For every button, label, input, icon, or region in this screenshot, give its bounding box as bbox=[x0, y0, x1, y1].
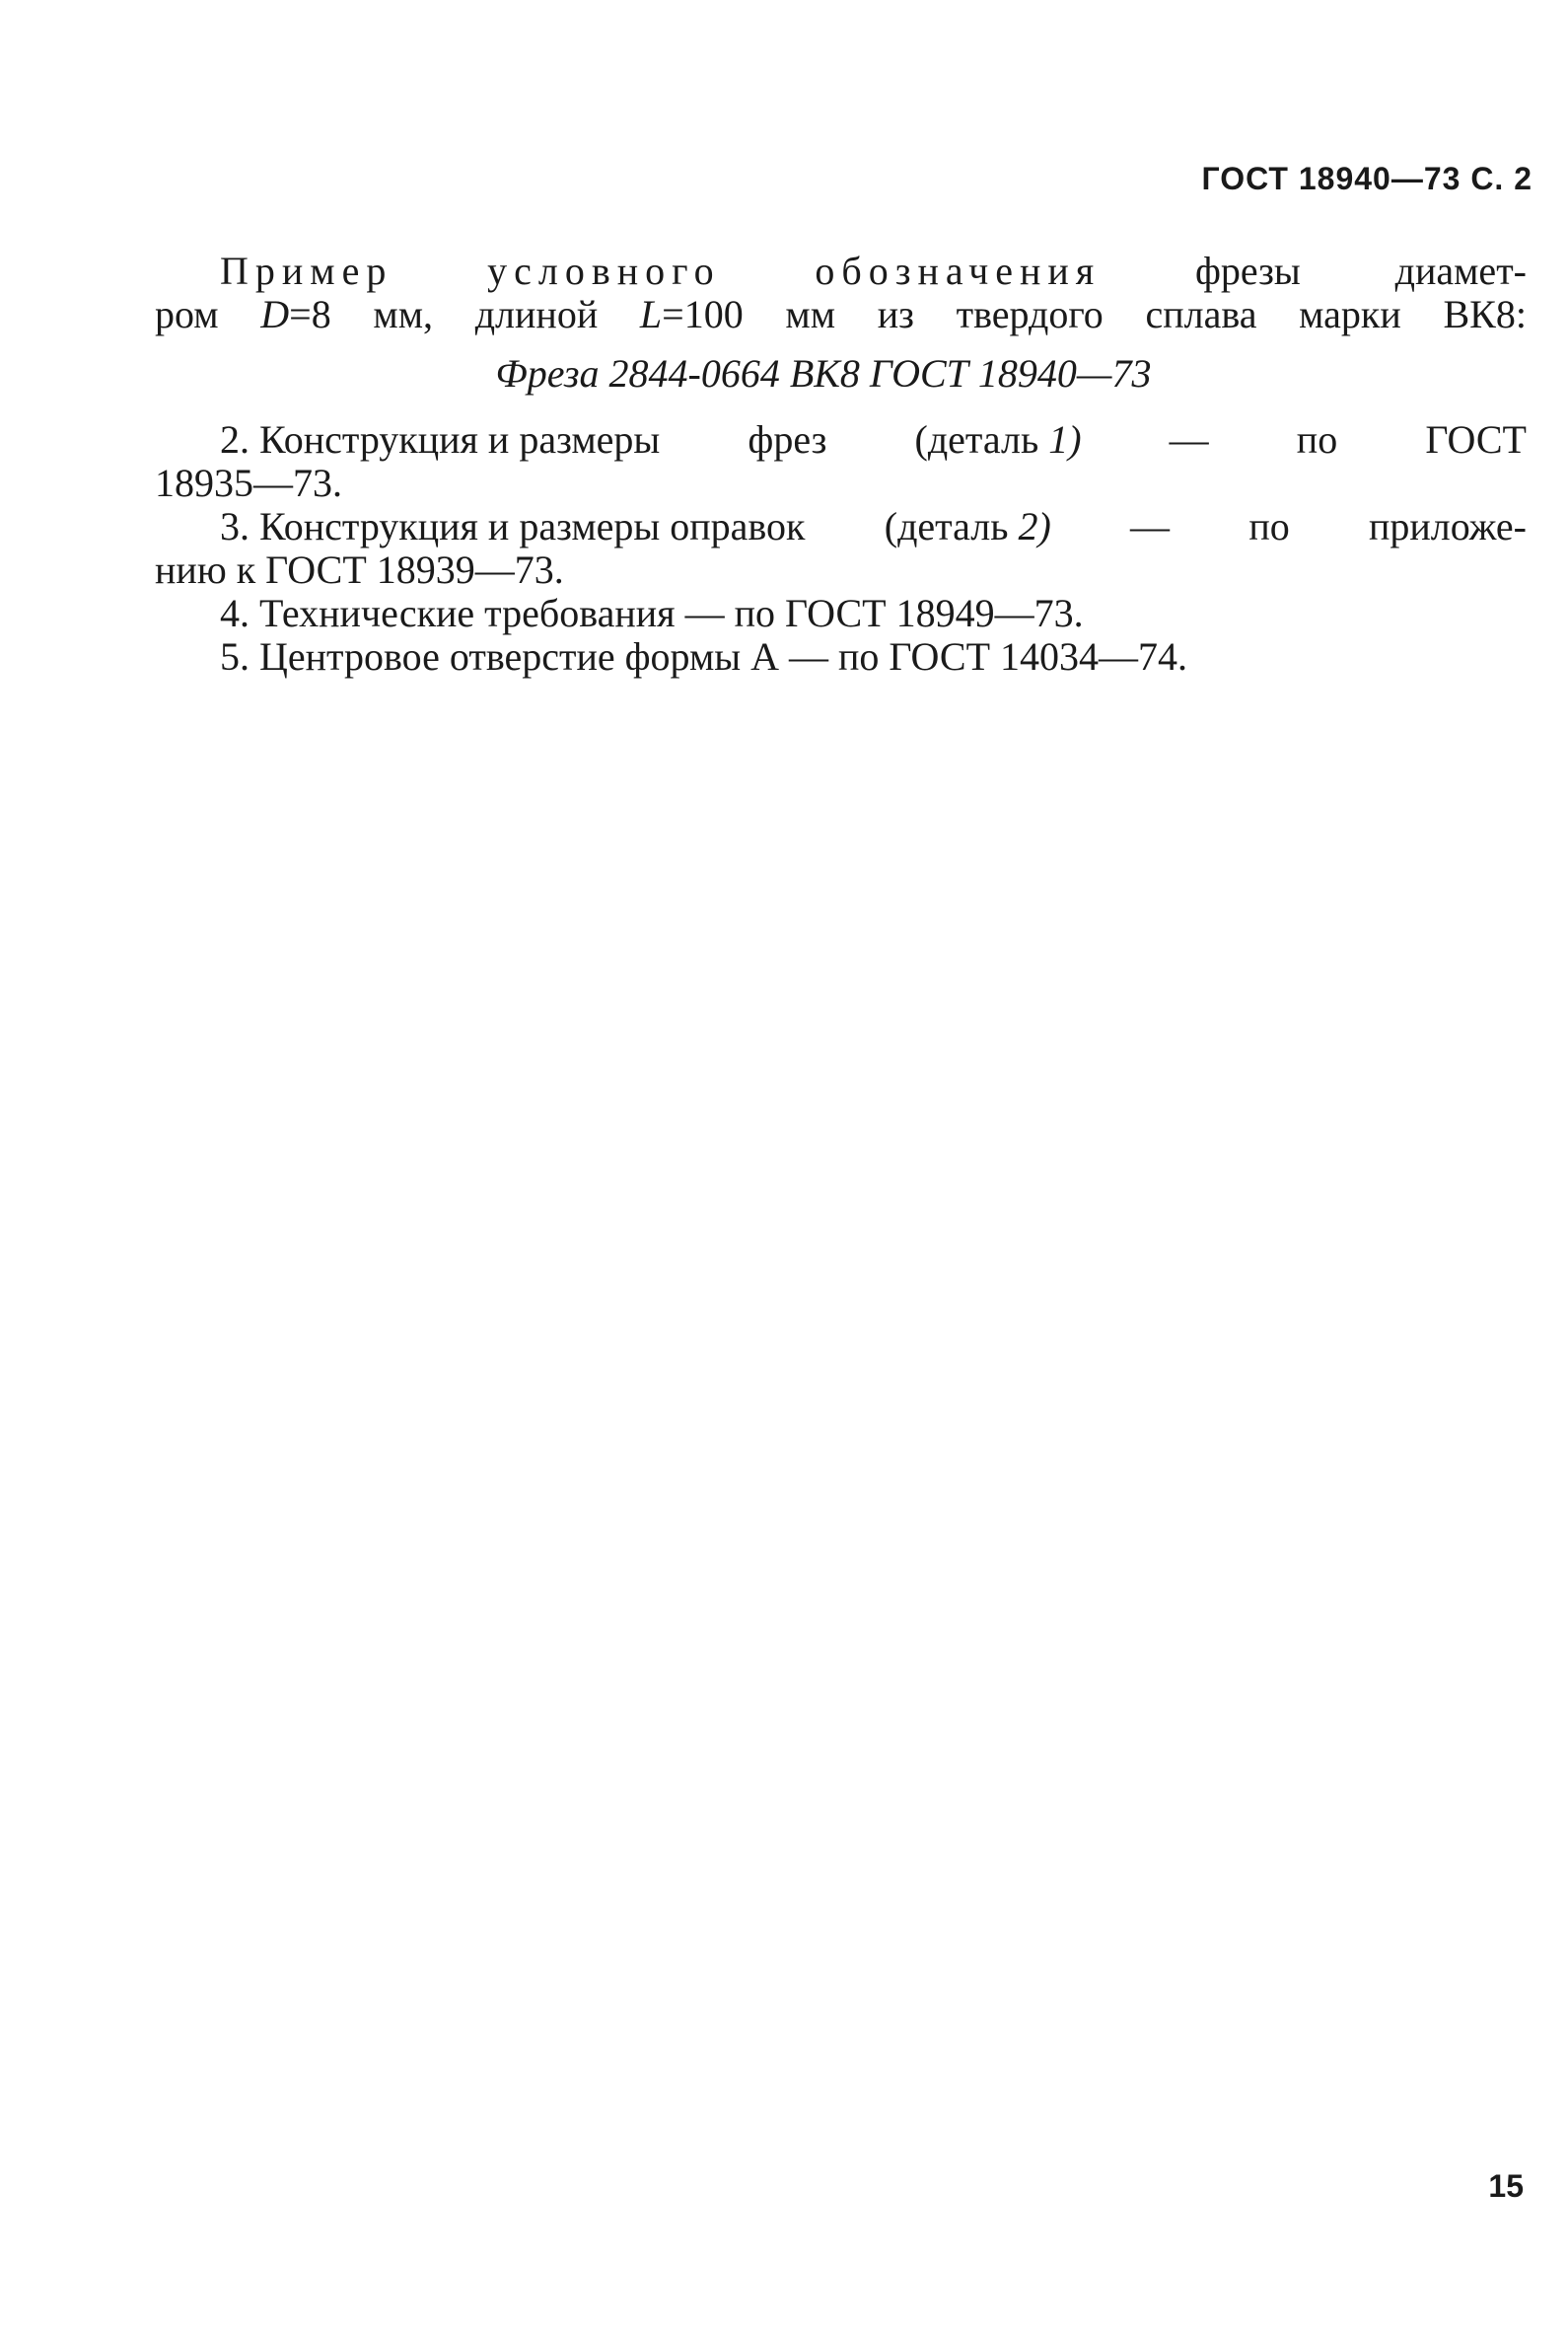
item-2-line-2: 18935—73. bbox=[155, 461, 342, 505]
example-word: мм bbox=[785, 292, 836, 336]
example-word: Пример bbox=[220, 249, 393, 293]
item-text: (деталь 2) bbox=[884, 504, 1051, 548]
item-2-line-1 bbox=[155, 418, 1527, 462]
example-word: твердого bbox=[956, 292, 1104, 336]
example-line-2 bbox=[155, 293, 1527, 336]
example-line-1 bbox=[155, 250, 1527, 293]
example-word: длиной bbox=[474, 292, 599, 336]
item-text: — bbox=[1169, 417, 1209, 462]
item-text: (деталь 1) bbox=[914, 417, 1082, 462]
example-word: фрезы bbox=[1194, 249, 1301, 293]
item-3-line-1 bbox=[155, 505, 1527, 548]
example-word: марки bbox=[1299, 292, 1401, 336]
item-5: 5. Центровое отверстие формы А — по ГОСТ 14034—74. bbox=[220, 634, 1188, 679]
item-text: 3. Конструкция и размеры оправок bbox=[220, 504, 806, 548]
item-text: ГОСТ bbox=[1425, 417, 1527, 462]
item-text: приложе- bbox=[1368, 504, 1527, 548]
example-word: условного bbox=[487, 249, 721, 293]
item-text: — bbox=[1130, 504, 1171, 548]
example-formula-d: D=8 bbox=[260, 292, 331, 336]
designation-line: Фреза 2844-0664 ВК8 ГОСТ 18940—73 bbox=[495, 351, 1152, 396]
designation-example-paragraph bbox=[155, 250, 1527, 336]
page-number: 15 bbox=[1488, 2168, 1524, 2204]
item-3-line-2: нию к ГОСТ 18939—73. bbox=[155, 547, 564, 592]
item-text: фрез bbox=[748, 417, 827, 462]
example-word: диамет- bbox=[1394, 249, 1527, 293]
example-word: ром bbox=[155, 292, 219, 336]
example-formula-l: L=100 bbox=[639, 292, 744, 336]
example-word: обозначения bbox=[815, 249, 1102, 293]
example-word: мм, bbox=[373, 292, 434, 336]
example-word: сплава bbox=[1145, 292, 1257, 336]
example-word: из bbox=[877, 292, 914, 336]
item-text: по bbox=[1248, 504, 1290, 548]
numbered-items bbox=[155, 418, 1527, 679]
running-title: ГОСТ 18940—73 С. 2 bbox=[1201, 161, 1532, 196]
item-text: по bbox=[1296, 417, 1338, 462]
item-4: 4. Технические требования — по ГОСТ 18949—73. bbox=[220, 591, 1084, 635]
item-text: 2. Конструкция и размеры bbox=[220, 417, 661, 462]
example-word: ВК8: bbox=[1443, 292, 1527, 336]
